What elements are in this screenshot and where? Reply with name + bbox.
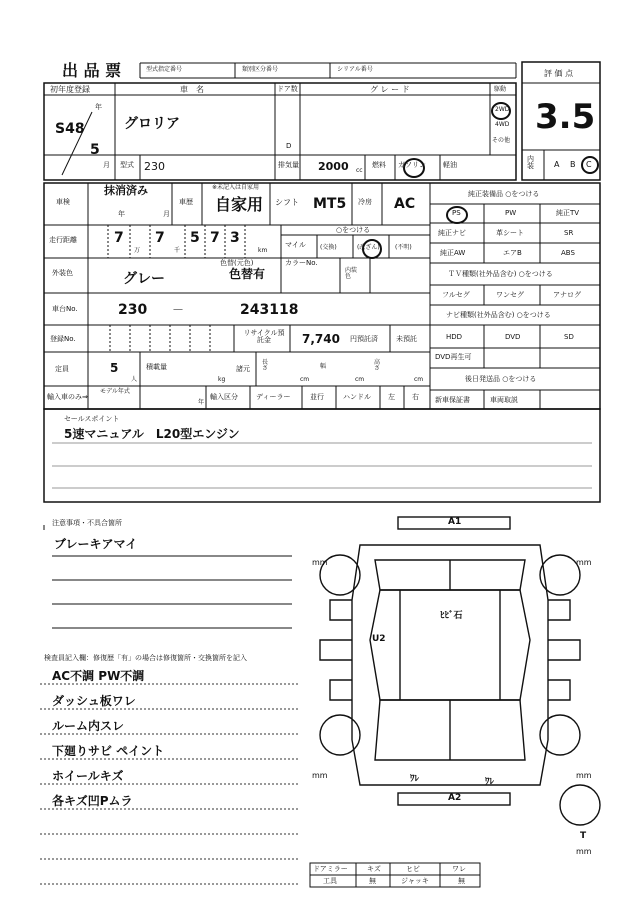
- mark-hibi: ﾋﾋﾞ石: [440, 611, 463, 621]
- car-name-label: 車 名: [180, 85, 204, 94]
- drive-4wd: 4WD: [495, 121, 510, 128]
- mileage-digit-3: 5: [190, 230, 200, 246]
- mm-4: mm: [576, 771, 592, 780]
- recycle-label: リサイクル預託金: [243, 329, 285, 344]
- history-note: ※未記入は自家用: [212, 184, 260, 191]
- drive-2wd: 2WD: [495, 106, 510, 113]
- circle-note: ○をつける: [336, 226, 371, 234]
- meter-rollback: (改ざん): [357, 244, 380, 251]
- inspector-item-5: ホイールキズ: [52, 769, 124, 783]
- chassis-label: 車台No.: [52, 305, 78, 313]
- interior-color-label: 内装色: [345, 267, 358, 280]
- car-diagram: [320, 517, 600, 825]
- equip-ps-circle: [446, 206, 468, 224]
- mileage-sen: 千: [174, 247, 181, 254]
- mm-2: mm: [576, 558, 592, 567]
- equip-abs: ABS: [561, 249, 575, 257]
- interior-b: B: [570, 160, 576, 169]
- recycle-value: 7,740: [302, 332, 340, 346]
- dvd-player: DVD再生可: [435, 353, 472, 361]
- mark-crack-2: ﾜﾚ: [485, 777, 495, 787]
- inspector-item-3: ルーム内スレ: [52, 719, 125, 733]
- serial-label: シリアル番号: [337, 66, 373, 73]
- equip-airbag: エアB: [503, 249, 522, 257]
- mm-1: mm: [312, 558, 328, 567]
- drive-2wd-circle: [491, 102, 511, 120]
- doors-label: ドア数: [277, 85, 298, 93]
- recycle-no: 未預託: [396, 335, 417, 343]
- inspection-value: 抹消済み: [104, 184, 148, 197]
- equip-genuine-tv: 純正TV: [556, 209, 580, 217]
- inspector-label: 検査員記入欄：修復歴「有」の場合は修復箇所・交換箇所を記入: [44, 654, 247, 662]
- color-label: 外装色: [52, 269, 73, 277]
- displacement-unit: cc: [356, 167, 363, 174]
- width-label: 幅: [320, 363, 327, 370]
- drive-label: 駆動: [494, 86, 507, 93]
- tv-fullseg: フルセグ: [442, 291, 470, 299]
- capacity-unit: 人: [131, 376, 138, 383]
- model-value: 230: [144, 160, 165, 173]
- month-label: 月: [103, 161, 110, 169]
- mileage-digit-2: 7: [155, 230, 165, 246]
- form-title: 出 品 票: [62, 61, 122, 80]
- mark-u2: U2: [372, 634, 386, 644]
- year-value: S48: [55, 121, 85, 137]
- load-unit: kg: [218, 376, 226, 383]
- legend-crack: ヒビ: [406, 865, 420, 873]
- ac-value: AC: [394, 196, 416, 212]
- month-value: 5: [90, 142, 100, 158]
- navi-title: ナビ種類(社外品含む) ○をつける: [446, 311, 551, 319]
- shift-label: シフト: [275, 198, 299, 207]
- import-dealer: ディーラー: [256, 393, 291, 401]
- import-parallel: 並行: [310, 393, 324, 401]
- inspector-item-1: AC不調 PW不調: [52, 669, 145, 683]
- legend-tools: 工具: [323, 877, 337, 885]
- doors-value: D: [286, 142, 292, 150]
- inspection-label: 車検: [56, 198, 70, 206]
- later-title: 後日発送品 ○をつける: [465, 375, 537, 383]
- equip-sr: SR: [564, 229, 574, 237]
- interior-c-circle: [581, 156, 599, 174]
- equip-pw: PW: [505, 209, 517, 217]
- legend-tools-value: 無: [369, 877, 376, 885]
- interior-c: C: [586, 160, 592, 169]
- equip-leather: 革シート: [496, 229, 524, 237]
- height-unit: cm: [414, 376, 424, 383]
- fuel-diesel: 軽油: [443, 161, 457, 169]
- color-no-label: カラーNo.: [285, 259, 318, 267]
- meter-rollback-circle: [362, 239, 382, 259]
- legend-mirror: ドアミラー: [313, 865, 348, 873]
- history-label: 車歴: [179, 198, 193, 206]
- handle-left: 左: [388, 393, 395, 401]
- fuel-gasoline-circle: [403, 158, 425, 178]
- car-name-value: グロリア: [124, 116, 180, 132]
- inspector-item-2: ダッシュ板ワレ: [52, 694, 136, 708]
- length-label: 長さ: [262, 359, 269, 372]
- inspection-month: 月: [163, 210, 170, 218]
- interior-a: A: [554, 160, 560, 169]
- width-unit: cm: [355, 376, 365, 383]
- capacity-label: 定員: [55, 365, 69, 373]
- later-manual: 車両取説: [490, 396, 518, 404]
- mileage-digit-1: 7: [114, 230, 124, 246]
- mileage-label: 走行距離: [49, 236, 77, 244]
- legend-scratch: キズ: [367, 865, 381, 873]
- interior-label: 内装: [527, 155, 534, 170]
- recycle-unit: 円預託済: [350, 335, 378, 343]
- equip-genuine-navi: 純正ナビ: [438, 229, 466, 237]
- mileage-km: km: [258, 247, 268, 254]
- navi-dvd: DVD: [505, 333, 521, 341]
- tv-title: ＴＶ種類(社外品含む) ○をつける: [448, 270, 553, 278]
- shift-value: MT5: [313, 196, 347, 212]
- history-value: 自家用: [215, 195, 264, 214]
- inspector-item-6: 各キズ凹Pムラ: [52, 794, 133, 808]
- mark-a2: A2: [448, 793, 462, 803]
- reg-no-label: 登録No.: [50, 335, 76, 343]
- chassis-number: 243118: [240, 302, 299, 318]
- model-label: 型式: [120, 161, 134, 169]
- color-value: グレー: [123, 271, 165, 287]
- fuel-label: 燃料: [372, 161, 386, 169]
- legend-jack-value: 無: [458, 877, 465, 885]
- genuine-title: 純正装備品 ○をつける: [468, 190, 540, 198]
- notes-label: 注意事項・不具合箇所: [52, 519, 122, 527]
- class-code-label: 類別区分番号: [242, 66, 279, 73]
- score-value: 3.5: [535, 97, 596, 137]
- inspector-item-4: 下廻りサビ ペイント: [52, 744, 165, 758]
- handle-right: 右: [412, 393, 419, 401]
- equip-genuine-aw: 純正AW: [440, 249, 466, 257]
- mileage-digit-4: 7: [210, 230, 220, 246]
- model-year-label: モデル年式: [100, 388, 130, 395]
- mm-3: mm: [312, 771, 328, 780]
- displacement-label: 排気量: [278, 161, 299, 169]
- notes-line-1: ブレーキアマイ: [54, 537, 138, 551]
- height-label: 高さ: [374, 359, 381, 372]
- equip-ps: PS: [452, 209, 461, 217]
- chassis-dash: －: [172, 303, 185, 317]
- import-class-label: 輸入区分: [210, 393, 238, 401]
- ac-label: 冷房: [358, 198, 372, 206]
- meter-unknown: (不明): [395, 244, 412, 251]
- model-code-label: 型式指定番号: [146, 66, 183, 73]
- mile-label: マイル: [285, 241, 306, 249]
- later-warranty: 新車保証書: [435, 396, 470, 404]
- load-label: 積載量: [146, 363, 167, 371]
- model-year-unit: 年: [198, 399, 205, 406]
- navi-sd: SD: [564, 333, 574, 341]
- import-label: 輸入車のみ⇒: [47, 393, 88, 401]
- chassis-prefix: 230: [118, 302, 148, 318]
- tv-oneseg: ワンセグ: [496, 291, 524, 299]
- mileage-digit-5: 3: [230, 230, 240, 246]
- drive-other: その他: [492, 137, 511, 144]
- mark-t: T: [580, 831, 587, 841]
- tv-analog: アナログ: [553, 291, 581, 299]
- legend-jack: ジャッキ: [401, 877, 429, 885]
- mileage-man: 万: [134, 247, 141, 254]
- mm-5: mm: [576, 847, 592, 856]
- repaint-value: 色替有: [229, 267, 266, 281]
- sales-text: 5速マニュアル L20型エンジン: [64, 427, 240, 441]
- length-unit: cm: [300, 376, 310, 383]
- handle-label: ハンドル: [343, 393, 371, 401]
- mark-crack-1: ﾜﾚ: [410, 774, 420, 784]
- score-label: 評 価 点: [544, 69, 574, 78]
- navi-hdd: HDD: [446, 333, 463, 341]
- repaint-label: 色替(元色): [220, 259, 254, 267]
- year-label: 年: [95, 103, 102, 111]
- first-reg-label: 初年度登録: [50, 85, 90, 94]
- displacement-value: 2000: [318, 160, 349, 173]
- capacity-value: 5: [110, 361, 119, 375]
- grade-label: グ レ ー ド: [370, 85, 410, 94]
- legend-break: ワレ: [452, 865, 466, 873]
- sales-label: セールスポイント: [64, 415, 120, 423]
- meter-exchange: (交換): [320, 244, 337, 251]
- inspection-year: 年: [118, 210, 125, 218]
- fuel-gasoline: ガソリン: [398, 161, 426, 169]
- dims-label: 諸元: [236, 365, 250, 373]
- mark-a1: A1: [448, 517, 462, 527]
